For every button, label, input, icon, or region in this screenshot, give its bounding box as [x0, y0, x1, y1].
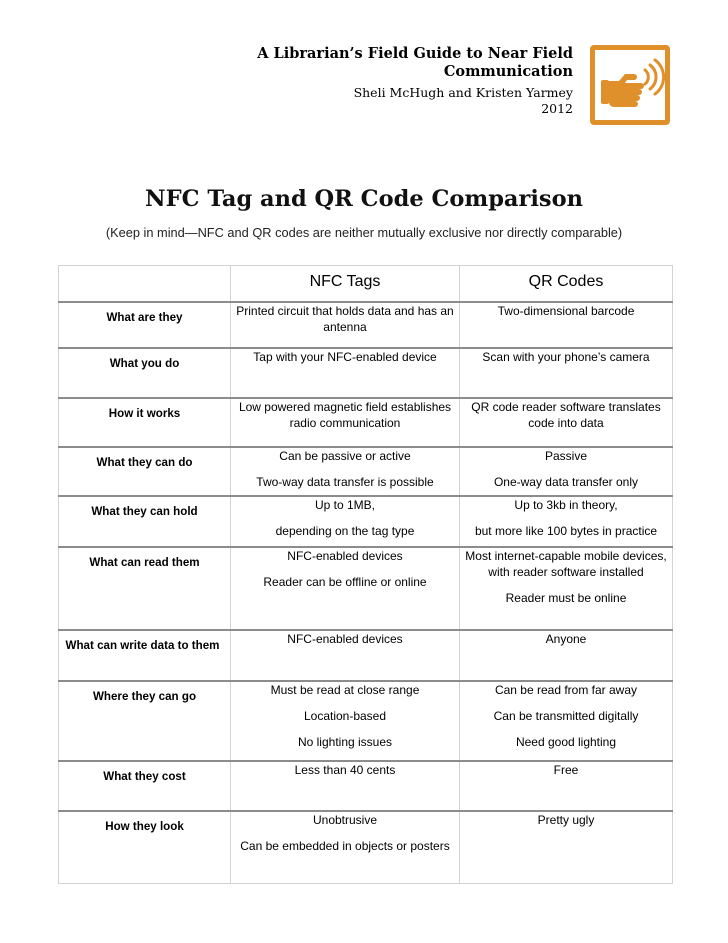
authors: Sheli McHugh and Kristen Yarmey — [353, 85, 573, 100]
nfc-cell — [231, 348, 460, 398]
qr-cell — [460, 811, 673, 883]
qr-cell — [460, 398, 673, 447]
row-label: What they can hold — [91, 505, 198, 518]
table-row — [59, 681, 673, 761]
cell-line: Up to 3kb in theory, — [514, 498, 618, 512]
cell-line: Up to 1MB, — [314, 498, 376, 512]
nfc-cell — [231, 302, 460, 348]
row-label-cell — [59, 496, 231, 547]
cell-line: Unobtrusive — [312, 813, 378, 827]
qr-cell — [460, 761, 673, 811]
nfc-cell — [231, 761, 460, 811]
row-label: What you do — [109, 357, 180, 370]
cell-line: Reader must be online — [505, 591, 627, 605]
qr-cell — [460, 547, 673, 630]
table-row — [59, 496, 673, 547]
row-label: What they cost — [103, 770, 186, 783]
comparison-table — [58, 265, 673, 884]
cell-line: Two-dimensional barcode — [497, 304, 635, 318]
pointing-hand-nfc-icon — [590, 45, 670, 125]
cell-line: Tap with your NFC-enabled device — [253, 350, 437, 364]
page-title: NFC Tag and QR Code Comparison — [145, 186, 583, 212]
row-label: Where they can go — [92, 690, 197, 703]
header-cell-qr-codes: QR Codes — [460, 266, 673, 303]
cell-line: depending on the tag type — [275, 524, 415, 538]
cell-line: Can be embedded in objects or posters — [240, 839, 450, 853]
cell-line: Can be transmitted digitally — [493, 709, 639, 723]
cell-line: Reader can be offline or online — [263, 575, 427, 589]
qr-cell — [460, 681, 673, 761]
table-row — [59, 302, 673, 348]
cell-line: Two-way data transfer is possible — [256, 475, 434, 489]
guide-title — [230, 45, 573, 81]
cell-line: No lighting issues — [297, 735, 393, 749]
qr-cell — [460, 348, 673, 398]
cell-line: Most internet-capable mobile devices, with reader software installed — [465, 549, 667, 579]
cell-line: Can be passive or active — [279, 449, 411, 463]
guide-title-line-2: Communication — [443, 63, 573, 80]
nfc-cell — [231, 630, 460, 681]
cell-line: Must be read at close range — [270, 683, 420, 697]
row-label: What can read them — [89, 556, 200, 569]
table-row — [59, 398, 673, 447]
row-label: How it works — [108, 407, 181, 420]
table-row — [59, 547, 673, 630]
table-header-row — [59, 266, 673, 303]
cell-line: Pretty ugly — [537, 813, 595, 827]
cell-line: Low powered magnetic field establishes radio communication — [238, 400, 452, 430]
nfc-cell — [231, 681, 460, 761]
cell-line: Less than 40 cents — [294, 763, 396, 777]
table-row — [59, 811, 673, 883]
cell-line: Printed circuit that holds data and has an antenna — [236, 304, 454, 334]
cell-line: Free — [553, 763, 579, 777]
header-cell-nfc-tags: NFC Tags — [231, 266, 460, 303]
row-label-cell — [59, 681, 231, 761]
row-label-cell — [59, 811, 231, 883]
row-label-cell — [59, 302, 231, 348]
qr-cell — [460, 630, 673, 681]
cell-line: Location-based — [303, 709, 387, 723]
cell-line: Scan with your phone’s camera — [482, 350, 650, 364]
row-label-cell — [59, 398, 231, 447]
row-label: What can write data to them — [65, 639, 220, 652]
document-header — [230, 45, 573, 116]
cell-line: but more like 100 bytes in practice — [474, 524, 658, 538]
cell-line: Can be read from far away — [494, 683, 638, 697]
row-label-cell — [59, 547, 231, 630]
nfc-cell — [231, 398, 460, 447]
row-label-cell — [59, 348, 231, 398]
header-cell-empty — [59, 266, 231, 303]
page-subtitle: (Keep in mind—NFC and QR codes are neither mutually exclusive nor directly comparable) — [105, 225, 623, 240]
row-label-cell — [59, 447, 231, 496]
table-row — [59, 447, 673, 496]
nfc-cell — [231, 547, 460, 630]
publication-year: 2012 — [541, 101, 573, 116]
row-label-cell — [59, 630, 231, 681]
row-label: What they can do — [96, 456, 193, 469]
table-row — [59, 348, 673, 398]
qr-cell — [460, 302, 673, 348]
row-label-cell — [59, 761, 231, 811]
row-label: What are they — [106, 311, 183, 324]
cell-line: Anyone — [545, 632, 587, 646]
qr-cell — [460, 447, 673, 496]
cell-line: QR code reader software translates code into data — [471, 400, 661, 430]
nfc-cell — [231, 496, 460, 547]
cell-line: NFC-enabled devices — [287, 632, 403, 646]
cell-line: NFC-enabled devices — [287, 549, 403, 563]
cell-line: Need good lighting — [515, 735, 617, 749]
qr-cell — [460, 496, 673, 547]
table-row — [59, 630, 673, 681]
cell-line: One-way data transfer only — [493, 475, 639, 489]
row-label: How they look — [105, 820, 184, 833]
table-row — [59, 761, 673, 811]
cell-line: Passive — [544, 449, 588, 463]
guide-title-line-1: A Librarian’s Field Guide to Near Field — [257, 45, 573, 62]
nfc-cell — [231, 811, 460, 883]
nfc-cell — [231, 447, 460, 496]
